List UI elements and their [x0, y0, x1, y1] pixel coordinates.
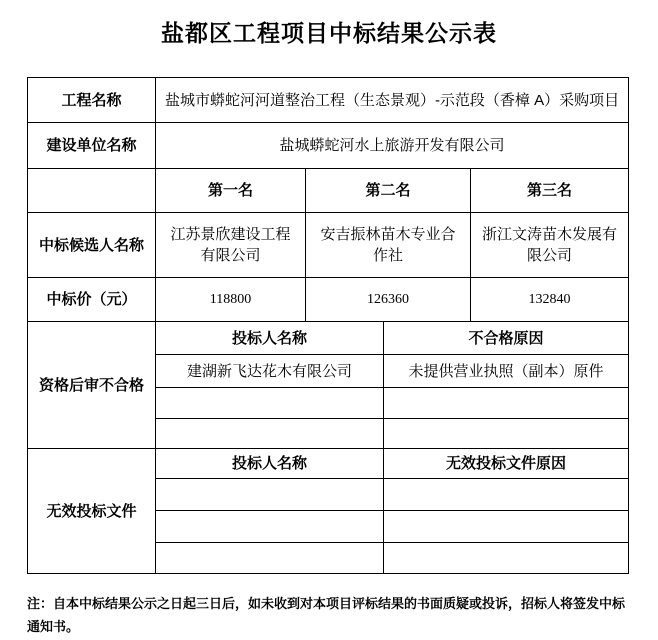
bid-results-table — [27, 77, 629, 574]
unqualified-section-label-cell: 资格后审不合格 — [28, 322, 156, 449]
project-name-value-cell: 盐城市蟒蛇河河道整治工程（生态景观）-示范段（香樟 A）采购项目 — [156, 78, 629, 123]
row-prices — [28, 278, 629, 322]
bid-price-cell: 126360 — [306, 278, 471, 322]
row-rank-headers — [28, 169, 629, 213]
price-label-cell: 中标价（元） — [28, 278, 156, 322]
bid-price-cell: 132840 — [471, 278, 629, 322]
bidder-name-cell — [156, 543, 384, 574]
row-unqualified-header — [28, 322, 629, 355]
invalid-section-label-cell: 无效投标文件 — [28, 449, 156, 574]
owner-value-cell: 盐城蟒蛇河水上旅游开发有限公司 — [156, 123, 629, 169]
owner-label-cell: 建设单位名称 — [28, 123, 156, 169]
footer-note: 注：自本中标结果公示之日起三日后，如未收到对本项目评标结果的书面质疑或投诉，招标人将签发中标通知书。 — [27, 596, 626, 634]
bidder-name-cell — [156, 419, 384, 449]
bidder-name-header-cell: 投标人名称 — [156, 322, 384, 355]
row-project-name — [28, 78, 629, 123]
row-invalid-header — [28, 449, 629, 479]
bid-price-cell: 118800 — [156, 278, 306, 322]
page-title: 盐都区工程项目中标结果公示表 — [161, 20, 497, 46]
candidate-name-cell: 浙江文涛苗木发展有限公司 — [471, 213, 629, 278]
unqualified-reason-cell — [384, 419, 629, 449]
bidder-name-cell — [156, 388, 384, 419]
bidder-name-cell — [156, 479, 384, 511]
row-owner — [28, 123, 629, 169]
row-candidates — [28, 213, 629, 278]
invalid-reason-header-cell: 无效投标文件原因 — [384, 449, 629, 479]
unqualified-reason-cell: 未提供营业执照（副本）原件 — [384, 355, 629, 388]
candidates-label-cell: 中标候选人名称 — [28, 213, 156, 278]
candidate-name-cell: 安吉振林苗木专业合作社 — [306, 213, 471, 278]
rank-header-first-cell: 第一名 — [156, 169, 306, 213]
rank-header-third-cell: 第三名 — [471, 169, 629, 213]
bidder-name-cell — [156, 511, 384, 543]
bidder-name-header-cell: 投标人名称 — [156, 449, 384, 479]
unqualified-reason-header-cell: 不合格原因 — [384, 322, 629, 355]
invalid-reason-cell — [384, 511, 629, 543]
invalid-reason-cell — [384, 543, 629, 574]
rank-header-second-cell: 第二名 — [306, 169, 471, 213]
empty-cell — [28, 169, 156, 213]
unqualified-reason-cell — [384, 388, 629, 419]
project-name-label-cell: 工程名称 — [28, 78, 156, 123]
bidder-name-cell: 建湖新飞达花木有限公司 — [156, 355, 384, 388]
candidate-name-cell: 江苏景欣建设工程有限公司 — [156, 213, 306, 278]
invalid-reason-cell — [384, 479, 629, 511]
